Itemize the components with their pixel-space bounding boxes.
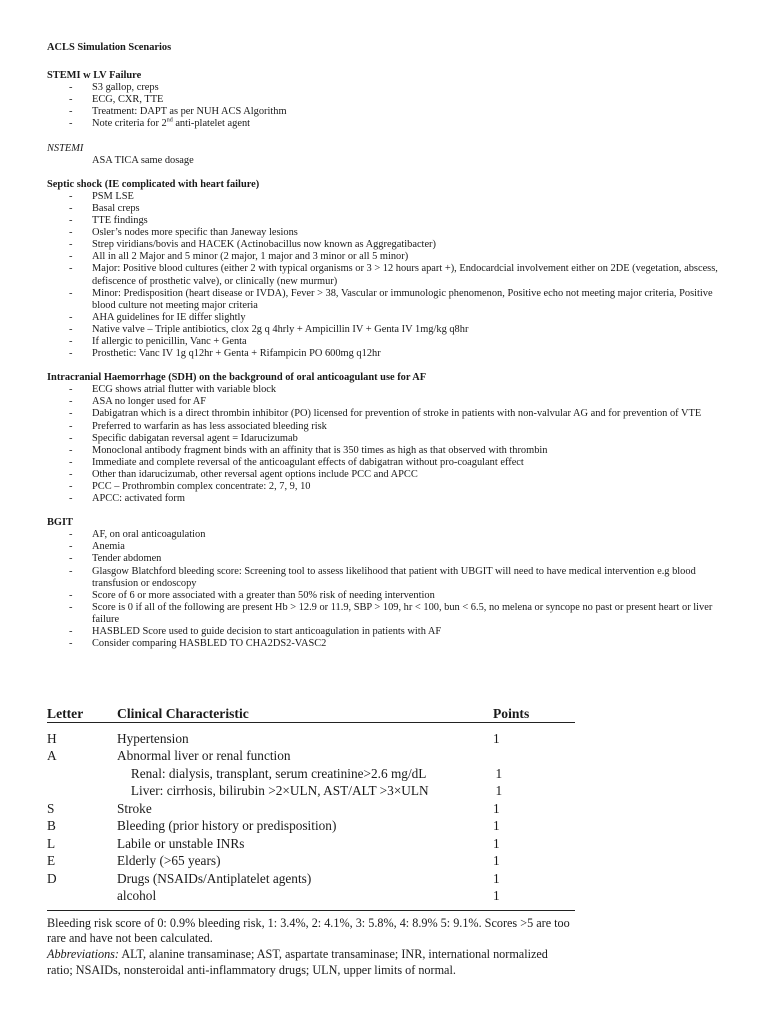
cell-characteristic: Liver: cirrhosis, bilirubin >2×ULN, AST/ALT >3×ULN bbox=[130, 783, 429, 799]
bullet-list bbox=[47, 529, 727, 650]
cell-letter: A bbox=[47, 748, 57, 764]
table-body bbox=[47, 723, 575, 905]
list-item: - Native valve – Triple antibiotics, clox 2g q 4hrly + Ampicillin IV + Genta IV 1mg/kg q8hr bbox=[47, 324, 727, 336]
table-row bbox=[47, 800, 575, 818]
list-item: - APCC: activated form bbox=[47, 493, 727, 505]
list-item: - ECG, CXR, TTE bbox=[47, 94, 727, 106]
list-item: - Immediate and complete reversal of the anticoagulant effects of dabigatran without pro-coagulant effect bbox=[47, 457, 727, 469]
cell-characteristic: Bleeding (prior history or predisposition) bbox=[117, 818, 337, 834]
list-item: - Score of 6 or more associated with a greater than 50% risk of needing intervention bbox=[47, 590, 727, 602]
document-title: ACLS Simulation Scenarios bbox=[47, 42, 172, 53]
header-characteristic: Clinical Characteristic bbox=[117, 706, 249, 721]
bullet-list bbox=[47, 191, 727, 360]
section-title: Septic shock (IE complicated with heart failure) bbox=[47, 178, 260, 190]
cell-points: 1 bbox=[495, 765, 503, 781]
list-item: - Score is 0 if all of the following are present Hb > 12.9 or 11.9, SBP > 109, hr < 100, bun < 6.5, no melena or syncope no past or present heart or liver failure bbox=[47, 602, 727, 626]
table-header bbox=[47, 700, 575, 723]
section-bgit bbox=[47, 517, 727, 650]
table-row bbox=[47, 730, 575, 748]
list-item: - PCC – Prothrombin complex concentrate: 2, 7, 9, 10 bbox=[47, 481, 727, 493]
cell-points: 1 bbox=[493, 888, 500, 904]
list-item: - HASBLED Score used to guide decision to start anticoagulation in patients with AF bbox=[47, 626, 727, 638]
cell-points: 1 bbox=[493, 800, 500, 816]
list-item: - S3 gallop, creps bbox=[47, 82, 727, 94]
list-item: - PSM LSE bbox=[47, 191, 727, 203]
list-item: - All in all 2 Major and 5 minor (2 major, 1 major and 3 minor or all 5 minor) bbox=[47, 251, 727, 263]
table-row bbox=[47, 783, 575, 801]
list-item: - Note criteria for 2nd anti-platelet agent bbox=[47, 118, 727, 130]
cell-characteristic: Labile or unstable INRs bbox=[117, 835, 245, 851]
list-item: - AF, on oral anticoagulation bbox=[47, 529, 727, 541]
list-item: - Treatment: DAPT as per NUH ACS Algorithm bbox=[47, 106, 727, 118]
cell-points: 1 bbox=[493, 818, 500, 834]
list-item: - Basal creps bbox=[47, 203, 727, 215]
list-item: - Minor: Predisposition (heart disease or IVDA), Fever > 38, Vascular or immunologic phenomenon, Positive echo not meeting major criteria, Positive blood culture not meeting major criteria bbox=[47, 288, 727, 312]
cell-characteristic: Drugs (NSAIDs/Antiplatelet agents) bbox=[117, 870, 312, 886]
cell-letter: D bbox=[47, 870, 57, 886]
header-letter: Letter bbox=[47, 706, 84, 721]
cell-letter: S bbox=[47, 800, 55, 816]
table-row bbox=[47, 818, 575, 836]
footnote-risk: Bleeding risk score of 0: 0.9% bleeding risk, 1: 3.4%, 2: 4.1%, 3: 5.8%, 4: 8.9% 5: 9.1%. Scores >5 are too rare and have not been calculated. bbox=[47, 916, 570, 946]
footnote-abbreviations bbox=[47, 947, 575, 977]
cell-characteristic: Hypertension bbox=[117, 730, 189, 746]
section-septic-shock bbox=[47, 179, 727, 360]
list-item: - Major: Positive blood cultures (either 2 with typical organisms or 3 > 12 hours apart +), Endocardcial involvement either on 2DE (vegetation, abscess, defiscence of prosthetic valve), or clinically (new murmur) bbox=[47, 263, 727, 287]
abbreviations-text: ALT, alanine transaminase; AST, aspartate transaminase; INR, international normalized ratio; NSAIDs, nonsteroidal anti-inflammatory drugs; ULN, upper limits of normal. bbox=[47, 947, 548, 977]
cell-characteristic: Elderly (>65 years) bbox=[117, 853, 221, 869]
list-item: - Strep viridians/bovis and HACEK (Actinobacillus now known as Aggregatibacter) bbox=[47, 239, 727, 251]
cell-characteristic: alcohol bbox=[117, 888, 157, 904]
list-item: - Other than idarucizumab, other reversal agent options include PCC and APCC bbox=[47, 469, 727, 481]
list-item: - ASA no longer used for AF bbox=[47, 396, 727, 408]
table-row bbox=[47, 765, 575, 783]
list-item: - Tender abdomen bbox=[47, 553, 727, 565]
section-title: BGIT bbox=[47, 517, 73, 529]
abbreviations-label: Abbreviations: bbox=[47, 947, 119, 962]
list-item: - Prosthetic: Vanc IV 1g q12hr + Genta + Rifampicin PO 600mg q12hr bbox=[47, 348, 727, 360]
cell-letter: H bbox=[47, 730, 57, 746]
cell-points: 1 bbox=[493, 730, 500, 746]
list-item: - Consider comparing HASBLED TO CHA2DS2-VASC2 bbox=[47, 638, 727, 650]
bullet-list bbox=[47, 82, 727, 130]
list-item: - Glasgow Blatchford bleeding score: Screening tool to assess likelihood that patient with UBGIT will need to have medical intervention e.g blood transfusion or endoscopy bbox=[47, 566, 727, 590]
section-stemi bbox=[47, 70, 727, 130]
section-title: STEMI w LV Failure bbox=[47, 70, 142, 82]
plain-note: ASA TICA same dosage bbox=[92, 154, 194, 166]
cell-letter: L bbox=[47, 835, 56, 851]
cell-points: 1 bbox=[493, 835, 500, 851]
section-title: NSTEMI bbox=[47, 142, 84, 154]
cell-points: 1 bbox=[493, 870, 500, 886]
cell-letter: E bbox=[47, 853, 56, 869]
table-row bbox=[47, 888, 575, 906]
cell-letter: B bbox=[47, 818, 56, 834]
section-intracranial-haemorrhage bbox=[47, 372, 727, 505]
table-row bbox=[47, 748, 575, 766]
list-item: - Osler’s nodes more specific than Janeway lesions bbox=[47, 227, 727, 239]
table-row bbox=[47, 853, 575, 871]
list-item: - Anemia bbox=[47, 541, 727, 553]
hasbled-table bbox=[47, 700, 575, 978]
table-row bbox=[47, 870, 575, 888]
header-points: Points bbox=[493, 706, 530, 721]
cell-characteristic: Renal: dialysis, transplant, serum creatinine>2.6 mg/dL bbox=[130, 765, 427, 781]
cell-characteristic: Abnormal liver or renal function bbox=[117, 748, 291, 764]
list-item: - Dabigatran which is a direct thrombin inhibitor (PO) licensed for prevention of stroke in patients with non-valvular AG and for prevention of VTE bbox=[47, 408, 727, 420]
list-item: - If allergic to penicillin, Vanc + Genta bbox=[47, 336, 727, 348]
cell-points: 1 bbox=[495, 783, 503, 799]
table-row bbox=[47, 835, 575, 853]
section-title: Intracranial Haemorrhage (SDH) on the background of oral anticoagulant use for AF bbox=[47, 372, 427, 384]
bullet-list bbox=[47, 384, 727, 505]
list-item: - Monoclonal antibody fragment binds with an affinity that is 350 times as high as that observed with thrombin bbox=[47, 445, 727, 457]
cell-points: 1 bbox=[493, 853, 500, 869]
list-item: - Specific dabigatan reversal agent = Idarucizumab bbox=[47, 433, 727, 445]
list-item: - AHA guidelines for IE differ slightly bbox=[47, 312, 727, 324]
section-nstemi bbox=[47, 143, 727, 167]
cell-characteristic: Stroke bbox=[117, 800, 152, 816]
document-body bbox=[47, 42, 727, 662]
list-item: - Preferred to warfarin as has less associated bleeding risk bbox=[47, 421, 727, 433]
list-item: - TTE findings bbox=[47, 215, 727, 227]
table-footnote bbox=[47, 910, 575, 978]
list-item: - ECG shows atrial flutter with variable block bbox=[47, 384, 727, 396]
